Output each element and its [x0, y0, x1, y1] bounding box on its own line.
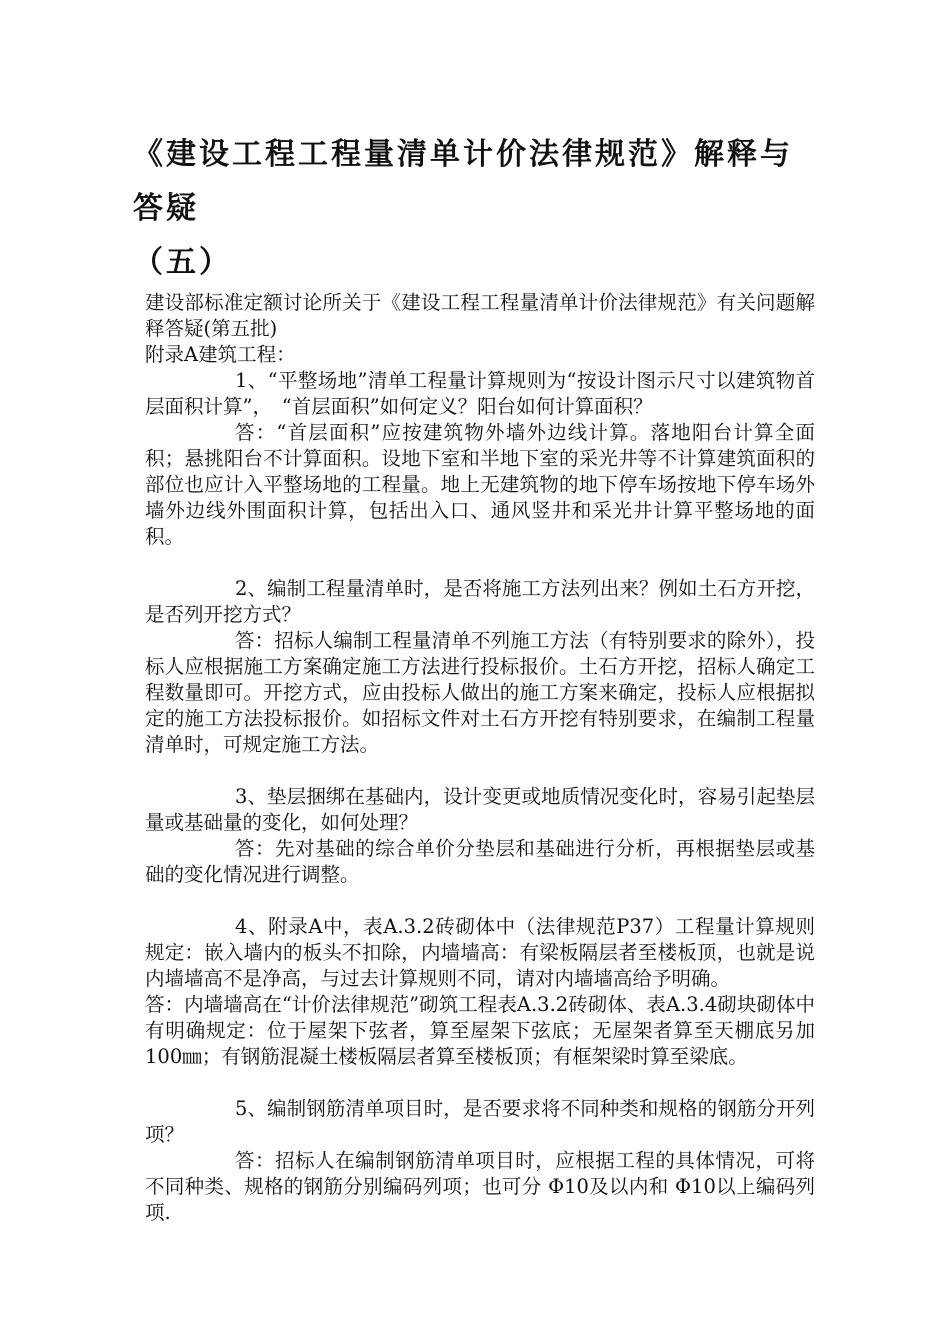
question-4: 4、附录A中，表A.3.2砖砌体中（法律规范P37）工程量计算规则规定：嵌入墙内的板头不扣除，内墙墙高：有梁板隔层者至楼板顶，也就是说内墙墙高不是净高，与过去计算规则不同，请对内墙墙高给予明确。	[145, 915, 815, 990]
answer-4: 答：内墙墙高在“计价法律规范”砌筑工程表A.3.2砖砌体、表A.3.4砌块砌体中有明确规定：位于屋架下弦者，算至屋架下弦底；无屋架者算至天棚底另加100㎜；有钢筋混凝土楼板隔层者算至楼板顶；有框架梁时算至梁底。	[145, 993, 815, 1068]
answer-3: 答：先对基础的综合单价分垫层和基础进行分析，再根据垫层或基础的变化情况进行调整。	[145, 837, 815, 886]
answer-2: 答：招标人编制工程量清单不列施工方法（有特别要求的除外），投标人应根据施工方案确定施工方法进行投标报价。土石方开挖，招标人确定工程数量即可。开挖方式，应由投标人做出的施工方案来确定，投标人应根据拟定的施工方法投标报价。如招标文件对土石方开挖有特别要求，在编制工程量清单时，可规定施工方法。	[145, 629, 815, 756]
title-line-1: 《建设工程工程量清单计价法律规范》解释与答疑	[133, 137, 793, 226]
answer-1: 答：“首层面积”应按建筑物外墙外边线计算。落地阳台计算全面积；悬挑阳台不计算面积。设地下室和半地下室的采光井等不计算建筑面积的部位也应计入平整场地的工程量。地上无建筑物的地下停车场按地下停车场外墙外边线外围面积计算，包括出入口、通风竖井和采光井计算平整场地的面积。	[145, 421, 815, 548]
qa-item-2	[145, 576, 815, 758]
document-page	[133, 128, 815, 1226]
title-line-2: （五）	[133, 245, 232, 280]
question-3: 3、垫层捆绑在基础内，设计变更或地质情况变化时，容易引起垫层量或基础量的变化，如何处理？	[145, 785, 815, 834]
intro-paragraph: 建设部标准定额讨论所关于《建设工程工程量清单计价法律规范》有关问题解释答疑(第五批)	[145, 291, 815, 340]
qa-item-5	[145, 1096, 815, 1226]
question-2: 2、编制工程量清单时，是否将施工方法列出来？例如土石方开挖，是否列开挖方式？	[145, 577, 815, 626]
qa-item-3	[145, 784, 815, 888]
qa-item-1	[145, 368, 815, 550]
qa-item-4	[145, 914, 815, 1070]
appendix-heading: 附录A建筑工程：	[145, 343, 296, 366]
question-5: 5、编制钢筋清单项目时，是否要求将不同种类和规格的钢筋分开列项？	[145, 1097, 815, 1146]
question-1: 1、“平整场地”清单工程量计算规则为“按设计图示尺寸以建筑物首层面积计算”， “首层面积”如何定义？阳台如何计算面积？	[145, 369, 815, 418]
answer-5: 答：招标人在编制钢筋清单项目时，应根据工程的具体情况，可将不同种类、规格的钢筋分别编码列项；也可分 Φ10及以内和 Φ10以上编码列项.	[145, 1149, 815, 1224]
document-title	[133, 128, 823, 290]
